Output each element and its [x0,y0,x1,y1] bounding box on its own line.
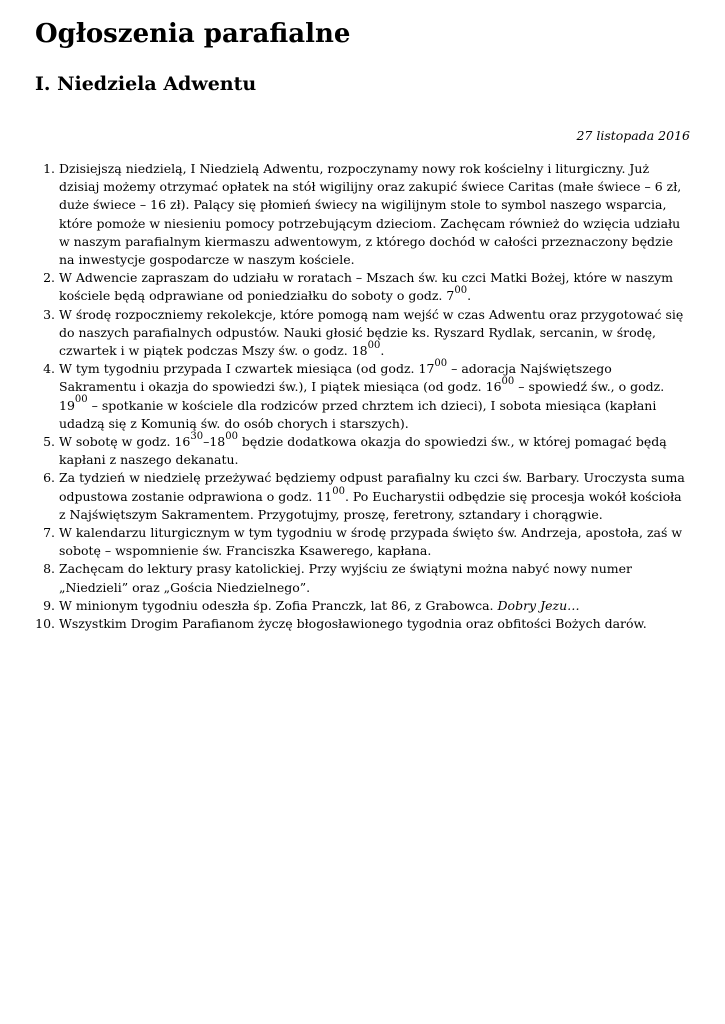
item-italic-text: Dobry Jezu… [497,597,580,613]
time-superscript: 00 [74,394,88,406]
item-text: –18 [203,434,226,450]
list-item [59,360,692,433]
item-text: . [380,343,385,359]
list-item [59,269,692,305]
list-item [59,469,692,524]
item-text: – spowiedź św., o godz. 19 [59,379,665,413]
item-text: Zachęcam do lektury prasy katolickiej. Przy wyjściu ze świątyni można nabyć nowy numer „Niedzieli” oraz „Gościa Niedzielnego”. [59,561,632,595]
time-superscript: 00 [454,285,468,297]
time-superscript: 00 [367,339,381,351]
item-text: W środę rozpoczniemy rekolekcje, które pomogą nam wejść w czas Adwentu oraz przygotować się do naszych parafialnych odpustów. Nauki głosić będzie ks. Ryszard Rydlak, sercanin, w środę, czwartek i w piątek podczas Mszy św. o godz. 18 [59,306,684,359]
list-item [59,615,692,633]
announcements-list [35,160,692,633]
time-superscript: 30 [190,430,204,442]
page-title: Ogłoszenia parafialne [35,19,351,49]
item-text: . [467,288,472,304]
list-item [59,524,692,560]
item-text: – spotkanie w kościele dla rodziców przed chrztem ich dzieci), I sobota miesiąca (kapłani udadzą się z Komunią św. do osób chorych i starszych). [59,397,657,431]
item-text: – adoracja Najświętszego Sakramentu i okazja do spowiedzi św.), I piątek miesiąca (od godz. 16 [59,361,612,395]
item-text: W minionym tygodniu odeszła śp. Zofia Pranczk, lat 86, z Grabowca. [59,597,498,613]
item-text: Dzisiejszą niedzielą, I Niedzielą Adwentu, rozpoczynamy nowy rok kościelny i liturgiczny. Już dzisiaj możemy otrzymać opłatek na stół wigilijny oraz zakupić świece Caritas (małe świece – 6 zł, duże świece – 16 zł). Palący się płomień świecy na wigilijnym stole to symbol naszego wsparcia, które pomoże w niesieniu pomocy potrzebującym dzieciom. Zachęcam również do wzięcia udziału w naszym parafialnym kiermaszu adwentowym, z którego dochód w całości przeznaczony będzie na inwestycje gospodarcze w naszym kościele. [59,161,682,268]
page-subtitle: I. Niedziela Adwentu [35,73,257,95]
time-superscript: 00 [332,485,345,497]
list-item [59,597,692,615]
list-item [59,306,692,361]
list-item [59,430,692,469]
item-text: . Po Eucharystii odbędzie się procesja wokół kościoła z Najświętszym Sakramentem. Przygotujmy, proszę, feretrony, sztandary i chorągwie. [59,488,682,522]
time-superscript: 00 [501,376,515,388]
time-superscript: 00 [434,358,448,370]
item-text: W tym tygodniu przypada I czwartek miesiąca (od godz. 17 [59,361,435,377]
item-text: W sobotę w godz. 16 [59,434,191,450]
document-date: 27 listopada 2016 [576,128,690,143]
list-item [59,560,692,596]
item-text: W Adwencie zapraszam do udziału w roratach – Mszach św. ku czci Matki Bożej, które w naszym kościele będą odprawiane od poniedziałku do soboty o godz. 7 [59,270,674,304]
item-text: Wszystkim Drogim Parafianom życzę błogosławionego tygodnia oraz obfitości Bożych darów. [59,616,647,632]
item-text: W kalendarzu liturgicznym w tym tygodniu w środę przypada święto św. Andrzeja, apostoła, zaś w sobotę – wspomnienie św. Franciszka Ksawerego, kapłana. [59,525,683,559]
time-superscript: 00 [225,430,238,442]
item-text: będzie dodatkowa okazja do spowiedzi św., w której pomagać będą kapłani z naszego dekanatu. [59,434,667,468]
item-text: Za tydzień w niedzielę przeżywać będziemy odpust parafialny ku czci św. Barbary. Uroczysta suma odpustowa zostanie odprawiona o godz. 11 [59,470,685,504]
list-item [59,160,692,269]
